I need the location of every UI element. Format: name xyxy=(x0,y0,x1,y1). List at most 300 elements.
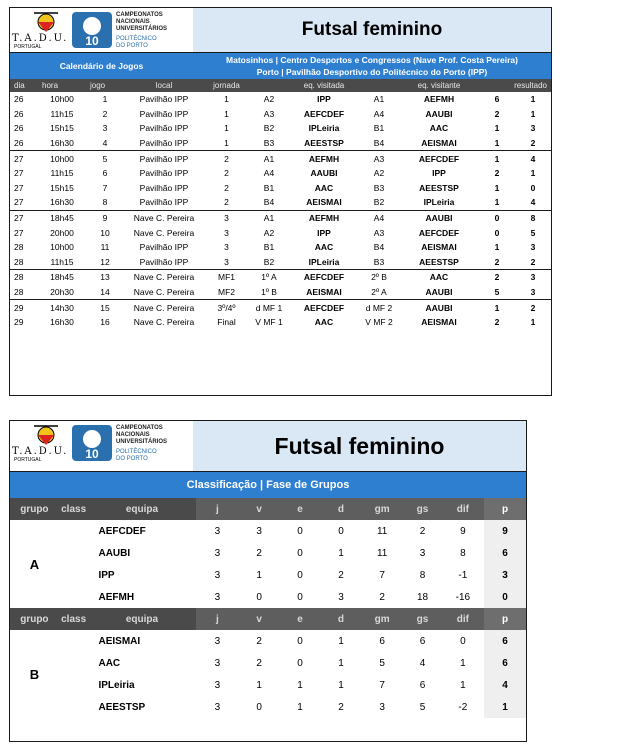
class-cell xyxy=(59,542,89,564)
stat-gm: 11 xyxy=(376,525,388,537)
match-time: 11h15 xyxy=(50,256,74,267)
stat-e: 0 xyxy=(297,657,303,669)
standing-row xyxy=(10,674,526,696)
match-time: 15h15 xyxy=(50,182,74,193)
match-venue: Nave C. Pereira xyxy=(133,287,195,298)
away-score: 1 xyxy=(530,168,536,179)
stat-points: 6 xyxy=(484,630,526,652)
svg-text:10: 10 xyxy=(85,447,99,461)
home-slot: B1 xyxy=(263,242,275,253)
stat-gm: 11 xyxy=(376,547,388,559)
stat-e: 0 xyxy=(297,547,303,559)
match-day: 26 xyxy=(14,108,24,119)
class-cell xyxy=(59,564,89,586)
venue-matosinhos: Matosinhos | Centro Desportos e Congressos (Nave Prof. Costa Pereira) xyxy=(226,55,518,65)
col-j: j xyxy=(196,608,240,630)
stat-j: 3 xyxy=(214,701,221,713)
home-score: 1 xyxy=(494,138,500,149)
match-venue: Pavilhão IPP xyxy=(139,123,189,134)
page-title: Futsal feminino xyxy=(193,8,551,52)
class-cell xyxy=(59,674,89,696)
match-time: 20h00 xyxy=(50,227,74,238)
match-day: 28 xyxy=(14,287,24,298)
match-day: 26 xyxy=(14,123,24,134)
away-team: AEESTSP xyxy=(419,256,459,267)
col-equipa: equipa xyxy=(88,498,195,520)
match-time: 18h45 xyxy=(38,270,86,285)
home-slot: d MF 1 xyxy=(249,300,289,315)
match-time: 10h00 xyxy=(50,94,74,105)
match-round: 1 xyxy=(224,123,229,134)
away-slot: B2 xyxy=(373,197,385,208)
away-slot: A4 xyxy=(373,108,385,119)
home-slot: A1 xyxy=(249,151,289,166)
match-day: 29 xyxy=(10,300,38,315)
away-team: AAC xyxy=(399,270,479,285)
stat-e: 0 xyxy=(297,525,303,537)
stat-gm: 2 xyxy=(379,591,385,603)
away-slot: 2º A xyxy=(371,287,387,298)
stat-d: 2 xyxy=(338,701,344,713)
match-number: 15 xyxy=(86,300,124,315)
away-slot: d MF 2 xyxy=(359,300,399,315)
away-slot: B1 xyxy=(373,123,385,134)
away-slot: B3 xyxy=(373,182,385,193)
away-score: 1 xyxy=(530,94,536,105)
match-number: 12 xyxy=(100,256,110,267)
stat-v: 2 xyxy=(256,657,262,669)
home-slot: A3 xyxy=(263,108,275,119)
match-venue: Nave C. Pereira xyxy=(124,210,204,225)
col-p: p xyxy=(484,498,526,520)
match-time: 11h15 xyxy=(50,108,74,119)
away-team: AEISMAI xyxy=(421,138,457,149)
home-score: 1 xyxy=(494,182,500,193)
tadu-sub: PORTUGAL xyxy=(14,457,42,463)
match-time: 10h00 xyxy=(50,242,74,253)
col-hora: hora xyxy=(38,79,86,92)
home-slot: B4 xyxy=(263,197,275,208)
away-score: 5 xyxy=(530,227,536,238)
standing-row xyxy=(10,586,526,608)
match-day: 27 xyxy=(10,210,38,225)
away-score: 4 xyxy=(515,151,551,166)
match-venue: Pavilhão IPP xyxy=(139,256,189,267)
class-cell xyxy=(59,586,89,608)
home-slot: 1º A xyxy=(249,270,289,285)
home-slot: 1º B xyxy=(261,287,277,298)
classification-panel xyxy=(9,420,527,742)
away-score: 2 xyxy=(530,138,536,149)
classification-table xyxy=(10,498,526,718)
match-round: 1 xyxy=(224,94,229,105)
away-team: AEESTSP xyxy=(419,182,459,193)
away-score: 1 xyxy=(530,317,536,328)
away-score: 3 xyxy=(530,242,536,253)
home-team: AEESTSP xyxy=(304,138,344,149)
home-slot: B1 xyxy=(263,182,275,193)
home-slot: A4 xyxy=(263,168,275,179)
match-venue: Pavilhão IPP xyxy=(139,182,189,193)
stat-gm: 5 xyxy=(379,657,385,669)
home-team: IPLeiria xyxy=(308,123,340,134)
team-name: AEFCDEF xyxy=(98,525,146,537)
col-class: class xyxy=(59,608,89,630)
away-slot: B3 xyxy=(373,256,385,267)
home-team: IPP xyxy=(317,227,331,238)
stat-gs: 8 xyxy=(419,569,426,581)
class-cell xyxy=(59,630,89,652)
match-row xyxy=(10,181,551,196)
stat-j: 3 xyxy=(214,547,221,559)
match-day: 26 xyxy=(14,138,24,149)
team-name: AEESTSP xyxy=(98,701,146,713)
stat-v: 2 xyxy=(256,547,262,559)
home-score: 1 xyxy=(479,300,515,315)
col-dif: dif xyxy=(442,608,484,630)
col-resultado: resultado xyxy=(479,79,551,92)
match-day: 27 xyxy=(14,227,24,238)
standing-row xyxy=(10,542,526,564)
home-score: 2 xyxy=(494,168,500,179)
stat-gm: 6 xyxy=(379,635,385,647)
match-day: 27 xyxy=(14,197,24,208)
class-cell xyxy=(59,652,89,674)
match-venue: Nave C. Pereira xyxy=(133,317,195,328)
match-round: MF1 xyxy=(204,270,249,285)
cnu-logo-icon xyxy=(72,425,112,461)
away-slot: 2º B xyxy=(359,270,399,285)
home-team: AAUBI xyxy=(310,168,338,179)
stat-points: 0 xyxy=(484,586,526,608)
calendar-header xyxy=(10,8,551,53)
col-e: e xyxy=(279,498,321,520)
away-slot: B4 xyxy=(373,242,385,253)
stat-dif: -16 xyxy=(455,591,471,603)
calendar-label: Calendário de Jogos xyxy=(59,61,144,71)
match-venue: Pavilhão IPP xyxy=(139,108,189,119)
match-time: 15h15 xyxy=(50,123,74,134)
group-name: A xyxy=(29,556,40,572)
away-score: 0 xyxy=(530,182,536,193)
stat-gm: 7 xyxy=(379,679,385,691)
stat-j: 3 xyxy=(214,635,221,647)
tadu-sub: PORTUGAL xyxy=(14,44,42,50)
col-equipa: equipa xyxy=(88,608,195,630)
home-score: 0 xyxy=(494,227,500,238)
stat-gm: 3 xyxy=(379,701,385,713)
stat-gs: 6 xyxy=(419,635,426,647)
col-dia: dia xyxy=(10,79,38,92)
away-slot: A3 xyxy=(359,151,399,166)
match-number: 1 xyxy=(102,94,108,105)
team-name: IPLeiria xyxy=(98,679,135,691)
match-day: 28 xyxy=(14,256,24,267)
home-team: IPP xyxy=(317,94,331,105)
stat-gs: 18 xyxy=(416,591,429,603)
match-round: 3 xyxy=(204,210,249,225)
class-cell xyxy=(59,696,89,718)
match-round: 3 xyxy=(224,227,229,238)
home-score: 2 xyxy=(494,108,500,119)
team-name: AAC xyxy=(98,657,121,669)
standing-row xyxy=(10,630,526,652)
match-number: 7 xyxy=(102,182,108,193)
away-slot: B4 xyxy=(373,138,385,149)
home-slot: B2 xyxy=(263,123,275,134)
col-gm: gm xyxy=(361,498,403,520)
col-gs: gs xyxy=(403,498,441,520)
stat-points: 4 xyxy=(484,674,526,696)
match-round: 3 xyxy=(224,256,229,267)
match-number: 8 xyxy=(102,197,108,208)
away-slot: V MF 2 xyxy=(365,317,393,328)
col-dif: dif xyxy=(442,498,484,520)
match-number: 4 xyxy=(102,138,108,149)
col-v: v xyxy=(239,608,279,630)
home-score: 1 xyxy=(479,151,515,166)
stat-gs: 3 xyxy=(419,547,426,559)
classification-header xyxy=(10,421,526,472)
away-score: 2 xyxy=(530,256,536,267)
home-team: AEISMAI xyxy=(306,287,342,298)
match-time: 16h30 xyxy=(50,317,74,328)
stat-dif: 0 xyxy=(460,635,466,647)
col-gs: gs xyxy=(403,608,441,630)
match-day: 28 xyxy=(14,242,24,253)
away-score: 3 xyxy=(530,287,536,298)
home-score: 2 xyxy=(479,270,515,285)
match-row xyxy=(10,195,551,210)
match-time: 16h30 xyxy=(50,138,74,149)
match-number: 5 xyxy=(86,151,124,166)
home-score: 1 xyxy=(494,197,500,208)
stat-v: 2 xyxy=(256,635,262,647)
away-team: AAUBI xyxy=(425,287,453,298)
stat-d: 1 xyxy=(338,635,344,647)
match-venue: Pavilhão IPP xyxy=(139,242,189,253)
match-round: 2 xyxy=(224,182,229,193)
stat-points: 9 xyxy=(484,520,526,542)
col-d: d xyxy=(321,608,361,630)
stat-e: 0 xyxy=(297,591,303,603)
svg-text:10: 10 xyxy=(85,34,99,48)
home-slot: A2 xyxy=(263,227,275,238)
match-number: 14 xyxy=(100,287,110,298)
match-venue: Nave C. Pereira xyxy=(124,270,204,285)
away-team: AAC xyxy=(429,123,449,134)
ipp-title: POLITÉCNICO DO PORTO xyxy=(116,36,157,49)
home-score: 2 xyxy=(494,256,500,267)
tadu-text: T.A.D.U. xyxy=(12,33,69,44)
home-team: AAC xyxy=(314,242,334,253)
col-grupo: grupo xyxy=(10,608,59,630)
home-team: AEFCDEF xyxy=(303,108,345,119)
home-score: 2 xyxy=(494,317,500,328)
away-team: AEFCDEF xyxy=(399,151,479,166)
away-score: 4 xyxy=(530,197,536,208)
match-row xyxy=(10,300,551,315)
stat-dif: 1 xyxy=(460,679,466,691)
away-score: 2 xyxy=(515,300,551,315)
stat-v: 0 xyxy=(256,701,262,713)
classification-label: Classificação | Fase de Grupos xyxy=(10,472,526,498)
col-jogo: jogo xyxy=(86,79,124,92)
away-score: 8 xyxy=(515,210,551,225)
match-number: 13 xyxy=(86,270,124,285)
home-team: AAC xyxy=(314,317,334,328)
col-p: p xyxy=(484,608,526,630)
stat-points: 6 xyxy=(484,542,526,564)
col-jornada: jornada xyxy=(204,79,249,92)
match-day: 27 xyxy=(14,168,24,179)
stat-v: 1 xyxy=(256,679,262,691)
group-header-row xyxy=(10,498,526,520)
match-time: 11h15 xyxy=(50,168,74,179)
match-venue: Nave C. Pereira xyxy=(133,227,195,238)
match-round: 2 xyxy=(204,151,249,166)
match-row xyxy=(10,270,551,285)
group-name: B xyxy=(29,666,40,682)
away-slot: A2 xyxy=(373,168,385,179)
match-row xyxy=(10,240,551,255)
home-score: 1 xyxy=(494,242,500,253)
team-name: AEFMH xyxy=(98,591,135,603)
calendar-panel xyxy=(9,7,552,396)
home-score: 0 xyxy=(479,210,515,225)
stat-j: 3 xyxy=(214,657,221,669)
logos-area xyxy=(10,8,194,52)
match-venue: Nave C. Pereira xyxy=(124,300,204,315)
match-number: 2 xyxy=(102,108,108,119)
stat-dif: -1 xyxy=(458,569,468,581)
stat-dif: 8 xyxy=(460,547,466,559)
calendar-bar xyxy=(10,53,551,79)
match-row xyxy=(10,315,551,330)
stat-dif: 9 xyxy=(460,525,466,537)
home-slot: A1 xyxy=(249,210,289,225)
match-number: 6 xyxy=(102,168,108,179)
stat-gm: 7 xyxy=(379,569,385,581)
away-team: IPLeiria xyxy=(423,197,455,208)
match-day: 29 xyxy=(14,317,24,328)
match-row xyxy=(10,210,551,225)
match-round: 2 xyxy=(224,197,229,208)
stat-dif: -2 xyxy=(458,701,468,713)
calendar-header-row xyxy=(10,79,551,92)
standing-row xyxy=(10,696,526,718)
cnu-logo-icon xyxy=(72,12,112,48)
stat-j: 3 xyxy=(214,525,221,537)
col-d: d xyxy=(321,498,361,520)
stat-e: 0 xyxy=(297,569,303,581)
match-number: 11 xyxy=(100,242,110,253)
stat-points: 3 xyxy=(484,564,526,586)
home-team: AEFMH xyxy=(289,151,359,166)
match-venue: Pavilhão IPP xyxy=(139,138,189,149)
away-team: AAUBI xyxy=(399,300,479,315)
match-number: 16 xyxy=(100,317,110,328)
stat-d: 2 xyxy=(338,569,344,581)
stat-points: 6 xyxy=(484,652,526,674)
home-team: AEFCDEF xyxy=(289,270,359,285)
ipp-title: POLITÉCNICO DO PORTO xyxy=(116,449,157,462)
stat-j: 3 xyxy=(214,569,221,581)
home-score: 1 xyxy=(494,123,500,134)
venue-porto: Porto | Pavilhão Desportivo do Politécnico do Porto (IPP) xyxy=(256,67,488,77)
match-day: 27 xyxy=(14,182,24,193)
home-slot: B2 xyxy=(263,256,275,267)
stat-v: 1 xyxy=(256,569,262,581)
col-gm: gm xyxy=(361,608,403,630)
standing-row xyxy=(10,652,526,674)
away-team: AEISMAI xyxy=(421,317,457,328)
col-j: j xyxy=(196,498,240,520)
match-row xyxy=(10,225,551,240)
match-round: 3 xyxy=(224,242,229,253)
away-team: AEFMH xyxy=(423,94,455,105)
match-day: 28 xyxy=(10,270,38,285)
stat-e: 0 xyxy=(297,635,303,647)
stat-d: 3 xyxy=(338,591,344,603)
col-local: local xyxy=(124,79,204,92)
home-team: AAC xyxy=(314,182,334,193)
col-class: class xyxy=(59,498,89,520)
class-cell xyxy=(59,520,89,542)
stat-points: 1 xyxy=(484,696,526,718)
match-time: 14h30 xyxy=(38,300,86,315)
away-score: 1 xyxy=(530,108,536,119)
match-venue: Pavilhão IPP xyxy=(139,197,189,208)
away-team: AAUBI xyxy=(425,108,453,119)
match-time: 10h00 xyxy=(38,151,86,166)
stat-j: 3 xyxy=(214,591,221,603)
match-time: 18h45 xyxy=(38,210,86,225)
home-slot: A2 xyxy=(263,94,275,105)
team-name: IPP xyxy=(98,569,115,581)
away-score: 3 xyxy=(530,123,536,134)
home-team: AEFMH xyxy=(289,210,359,225)
match-day: 26 xyxy=(14,94,24,105)
match-number: 10 xyxy=(100,227,110,238)
stat-e: 1 xyxy=(297,679,303,691)
match-row xyxy=(10,255,551,270)
match-round: MF2 xyxy=(218,287,235,298)
away-slot: A1 xyxy=(373,94,385,105)
cnu-title: CAMPEONATOS NACIONAIS UNIVERSITÁRIOS xyxy=(116,12,168,32)
away-slot: A4 xyxy=(359,210,399,225)
home-slot: B3 xyxy=(263,138,275,149)
match-round: 2 xyxy=(224,168,229,179)
home-team: AEISMAI xyxy=(306,197,342,208)
stat-gs: 6 xyxy=(419,679,426,691)
match-row xyxy=(10,107,551,122)
page-title: Futsal feminino xyxy=(193,421,526,471)
match-number: 9 xyxy=(86,210,124,225)
match-day: 27 xyxy=(10,151,38,166)
stat-gs: 4 xyxy=(419,657,426,669)
stat-d: 1 xyxy=(338,679,344,691)
col-visitante: eq. visitante xyxy=(399,79,479,92)
venues xyxy=(193,53,551,79)
match-venue: Pavilhão IPP xyxy=(139,94,189,105)
group-header-row xyxy=(10,608,526,630)
stat-v: 3 xyxy=(256,525,262,537)
logos-area-2 xyxy=(10,421,194,471)
match-row xyxy=(10,121,551,136)
match-venue: Pavilhão IPP xyxy=(124,151,204,166)
col-grupo: grupo xyxy=(10,498,59,520)
